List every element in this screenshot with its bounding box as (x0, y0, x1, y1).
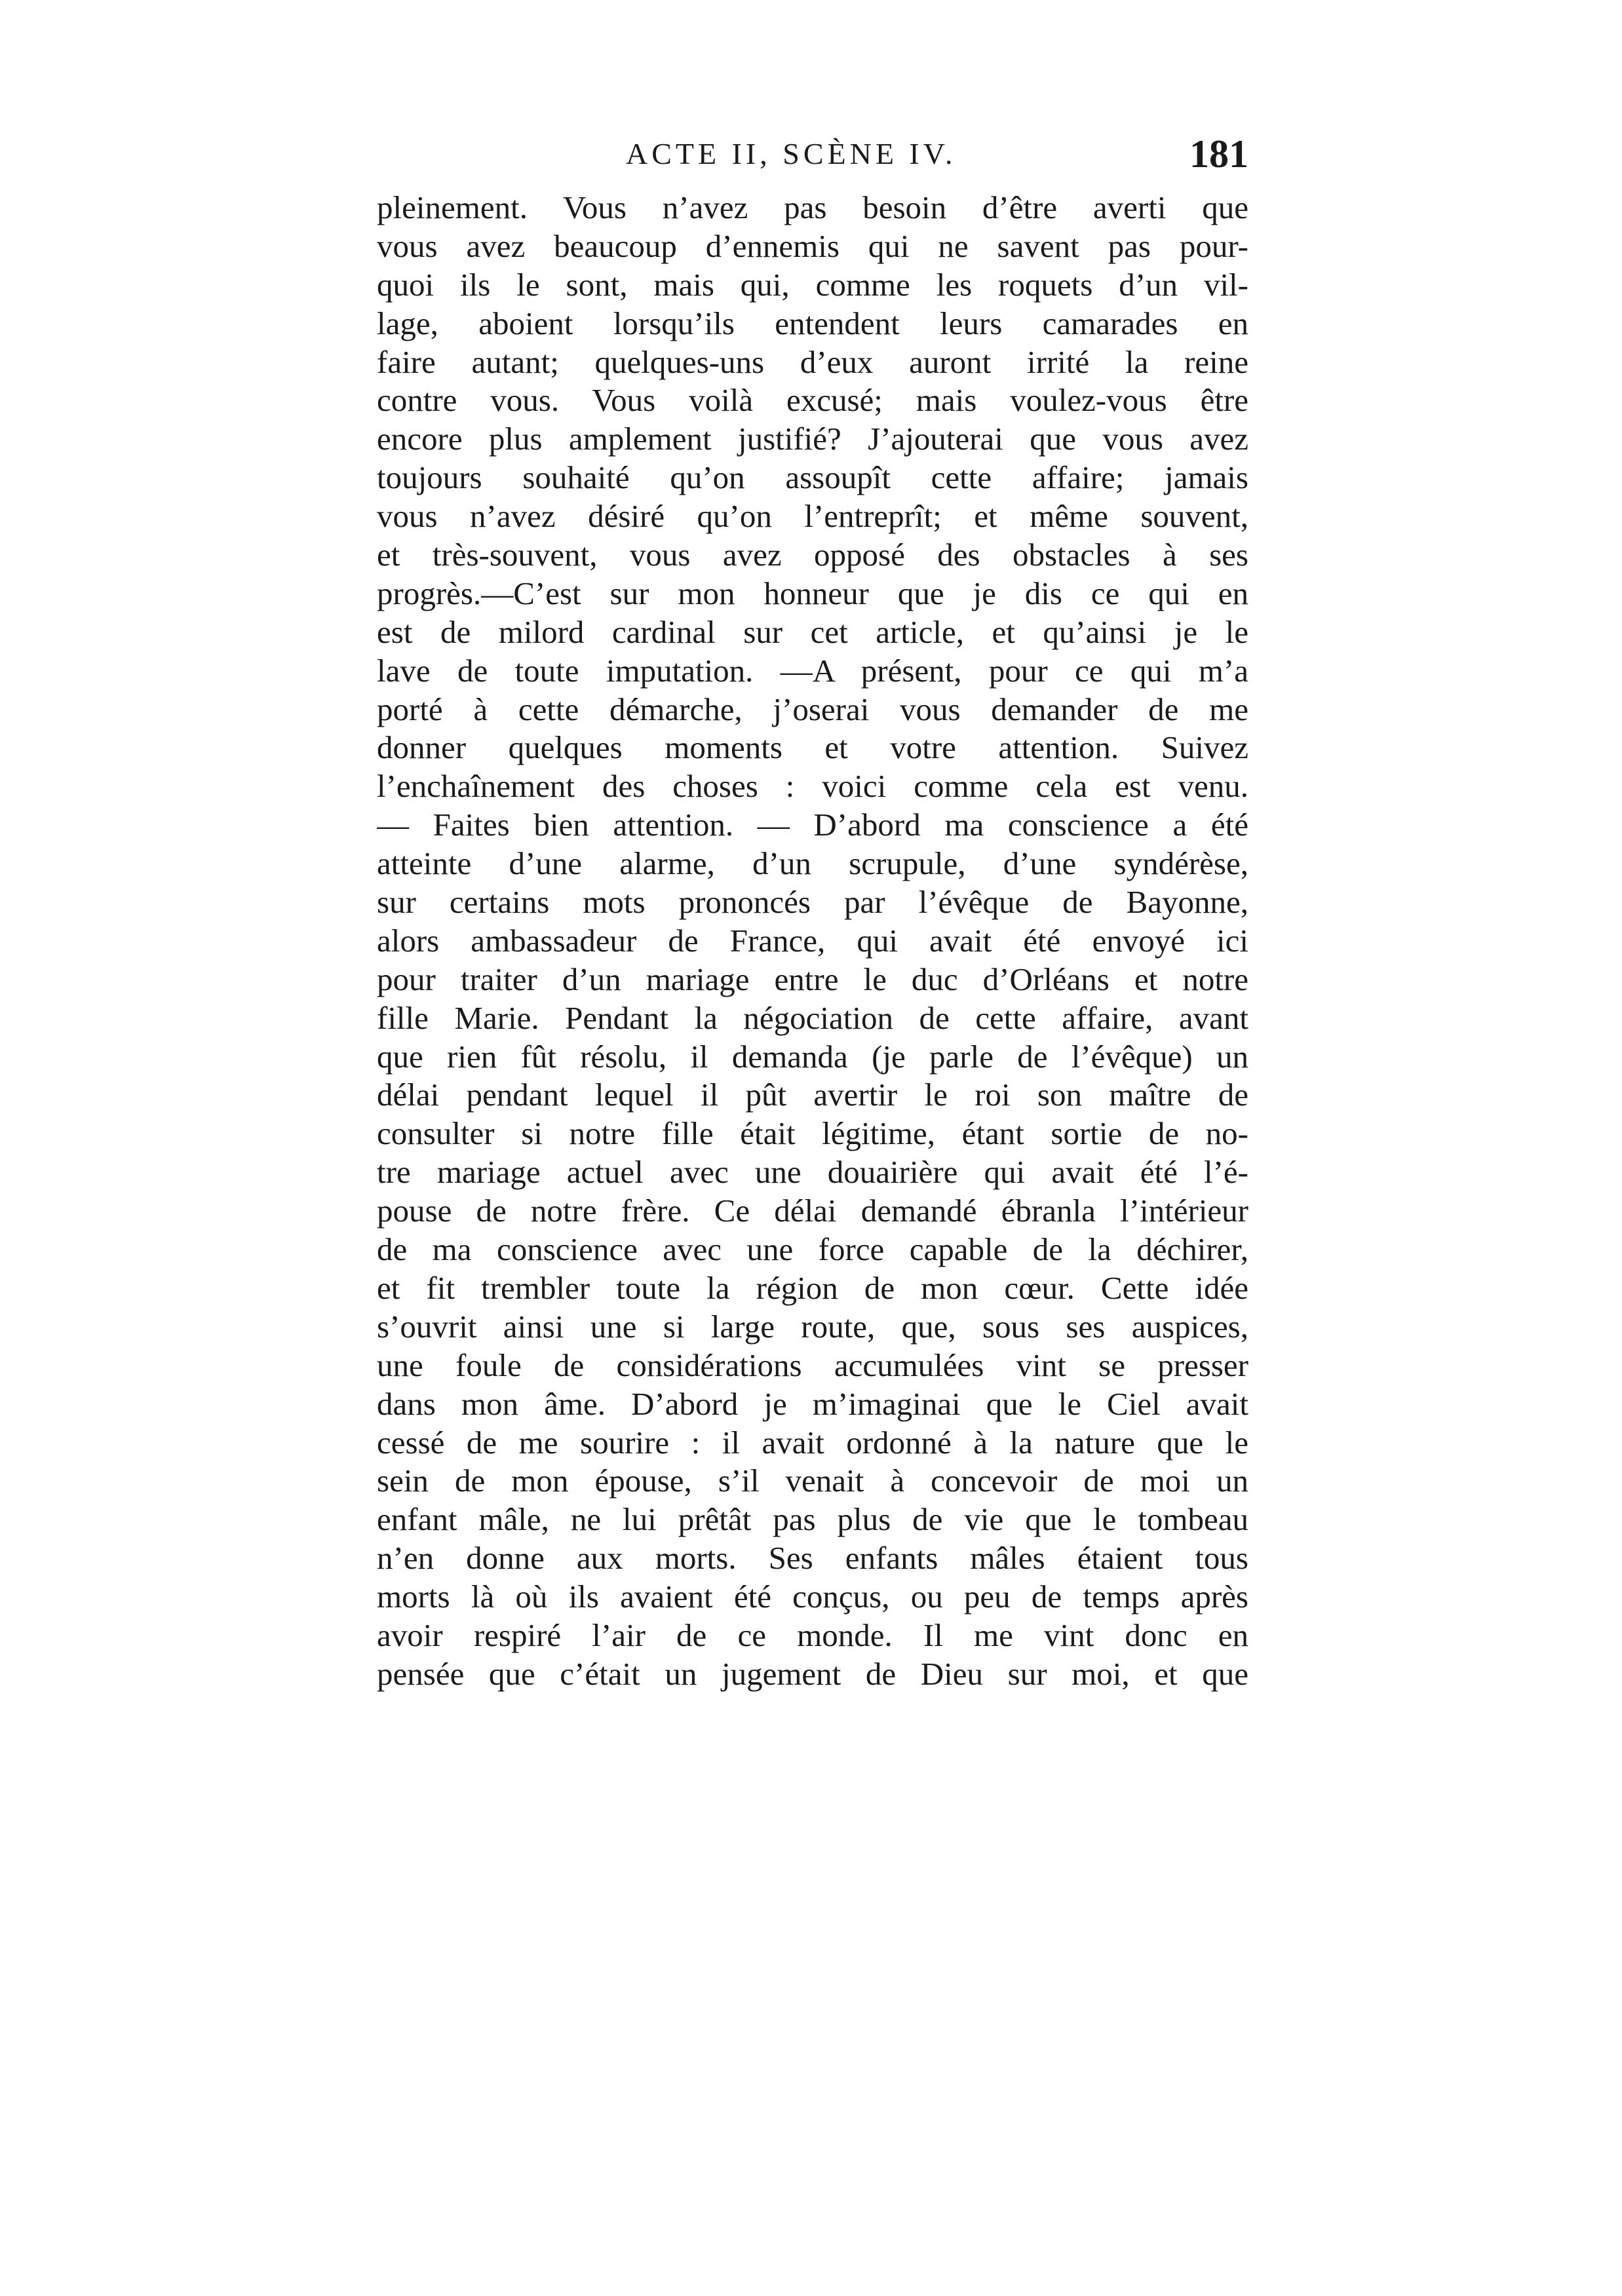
text-line: contre vous. Vous voilà excusé; mais voulez-vous être (377, 382, 1248, 419)
text-line: vous n’avez désiré qu’on l’entreprît; et même souvent, (377, 498, 1248, 535)
text-line: lage, aboient lorsqu’ils entendent leurs camarades en (377, 305, 1248, 341)
text-line: est de milord cardinal sur cet article, et qu’ainsi je le (377, 613, 1248, 650)
text-line: pensée que c’était un jugement de Dieu sur moi, et que (377, 1655, 1248, 1692)
text-line: atteinte d’une alarme, d’un scrupule, d’une syndérèse, (377, 845, 1248, 882)
text-line: alors ambassadeur de France, qui avait été envoyé ici (377, 922, 1248, 959)
text-line: sur certains mots prononcés par l’évêque de Bayonne, (377, 884, 1248, 921)
text-line: fille Marie. Pendant la négociation de cette affaire, avant (377, 999, 1248, 1036)
page-number: 181 (1189, 132, 1248, 176)
text-line: progrès.—C’est sur mon honneur que je dis ce qui en (377, 575, 1248, 611)
text-line: quoi ils le sont, mais qui, comme les roquets d’un vil- (377, 266, 1248, 303)
text-line: de ma conscience avec une force capable de la déchirer, (377, 1231, 1248, 1268)
text-line: n’en donne aux morts. Ses enfants mâles étaient tous (377, 1540, 1248, 1577)
text-line: l’enchaînement des choses : voici comme cela est venu. (377, 768, 1248, 805)
text-line: cessé de me sourire : il avait ordonné à la nature que le (377, 1424, 1248, 1461)
text-line: que rien fût résolu, il demanda (je parle de l’évêque) un (377, 1038, 1248, 1075)
text-line: enfant mâle, ne lui prêtât pas plus de vie que le tombeau (377, 1501, 1248, 1538)
text-line: tre mariage actuel avec une douairière qui avait été l’é- (377, 1154, 1248, 1191)
text-line: toujours souhaité qu’on assoupît cette affaire; jamais (377, 459, 1248, 496)
running-head (377, 131, 1248, 177)
text-line: et fit trembler toute la région de mon cœur. Cette idée (377, 1269, 1248, 1306)
text-line: pouse de notre frère. Ce délai demandé ébranla l’intérieur (377, 1193, 1248, 1229)
text-line: faire autant; quelques-uns d’eux auront irrité la reine (377, 343, 1248, 380)
text-line: avoir respiré l’air de ce monde. Il me vint donc en (377, 1617, 1248, 1653)
text-line: pleinement. Vous n’avez pas besoin d’être averti que (377, 189, 1248, 225)
text-line: consulter si notre fille était légitime, étant sortie de no- (377, 1115, 1248, 1152)
text-line: s’ouvrit ainsi une si large route, que, sous ses auspices, (377, 1308, 1248, 1345)
text-line: lave de toute imputation. —A présent, pour ce qui m’a (377, 652, 1248, 689)
text-line: vous avez beaucoup d’ennemis qui ne savent pas pour- (377, 227, 1248, 264)
text-line: morts là où ils avaient été conçus, ou peu de temps après (377, 1578, 1248, 1615)
text-line: donner quelques moments et votre attention. Suivez (377, 729, 1248, 766)
text-line: pour traiter d’un mariage entre le duc d’Orléans et notre (377, 961, 1248, 997)
running-title: ACTE II, SCÈNE IV. (626, 137, 957, 170)
text-line: porté à cette démarche, j’oserai vous demander de me (377, 691, 1248, 727)
text-line: — Faites bien attention. — D’abord ma conscience a été (377, 807, 1248, 843)
text-line: sein de mon épouse, s’il venait à concevoir de moi un (377, 1463, 1248, 1499)
text-line: dans mon âme. D’abord je m’imaginai que le Ciel avait (377, 1385, 1248, 1422)
text-line: une foule de considérations accumulées vint se presser (377, 1347, 1248, 1383)
text-line: et très-souvent, vous avez opposé des obstacles à ses (377, 537, 1248, 573)
text-line: délai pendant lequel il pût avertir le roi son maître de (377, 1077, 1248, 1113)
text-line: encore plus amplement justifié? J’ajouterai que vous avez (377, 421, 1248, 457)
body-text (377, 189, 1248, 1694)
